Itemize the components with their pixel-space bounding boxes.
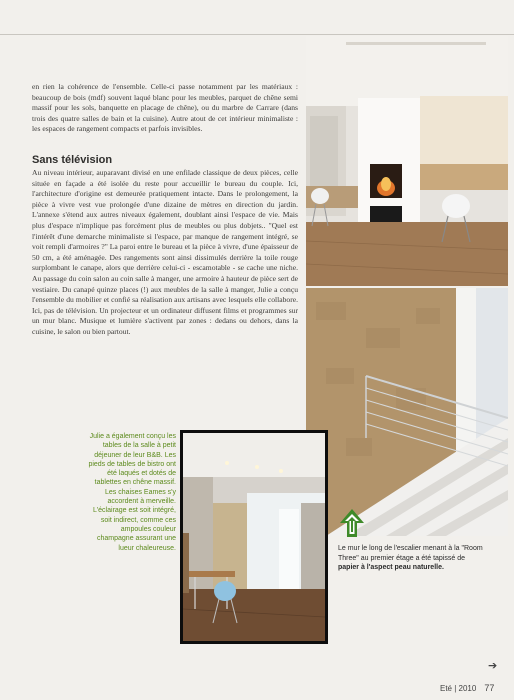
staircase-caption-text: Le mur le long de l'escalier menant à la "Room Three" au premier étage a été tapissé de [338, 545, 483, 562]
staircase-caption-emphasis: papier à l'aspect peau naturelle. [338, 564, 444, 572]
section-paragraph: Au niveau intérieur, auparavant divisé en une enfilade classique de deux pièces, celle située en façade a été isolée du reste pour accueillir le bureau du couple. Ici, l'architecture d'origine est demeurée pratiquement intacte. Dans le prolongement, la pièce à vivre vest vue prolongée d'une dizaine de mètres en direction du jardin. L'annexe s'étend aux autres niveaux également, doublant ainsi l'espace de vie. Mais plus d'espace n'implique pas forcément plus de meubles ou plus dobjets.. "Quel est l'intérêt d'une demarche minimaliste si l'espace, par manque de rangement intégré, se voit rempli d'armoires ?" La paroi entre le bureau et la pièce à vivre, d'une épaisseur de 50 cm, a été aménagée. Des rangements sont ainsi dissimulés derrière la toile rouge surplombant le canape, alors que derrière celui-ci - escamotable - se cache une niche. Au passage du coin salon au coin salle à manger, une armoire à hauteur de pièce sert de vestiaire. Du canapé quinze places (!) aux meubles de la salle à manger, Julie a conçu l'ensemble du mobilier et confié sa réalisation aux artisans avec lesquels elle collabore. Ici, pas de télévision. Un projecteur et un ordinateur diffusent films et programmes sur un mur blanc. Musique et lumière s'activent par zones : dedans ou dehors, dans la cuisine, le salon ou bien partout. [32, 168, 298, 336]
page-number: 77 [484, 683, 495, 693]
breakfast-room-caption: Julie a également conçu les tables de la salle à petit déjeuner de leur B&B. Les pieds de tables de bistro ont été laqués et dotés de tablettes en chêne massif. Les chaises Eames s'y accordent à merveille. L'éclairage est soit intégré, soit indirect, comme ces ampoules couleur champagne assurant une lueur chaleureuse. [88, 433, 176, 552]
staircase-caption [338, 544, 486, 573]
issue-season: Eté | 2010 [440, 684, 477, 693]
fireplace-living-room-photo [306, 36, 508, 286]
staircase-textured-wall-photo [306, 288, 508, 536]
right-arrow-icon: ➔ [488, 659, 498, 672]
top-divider [0, 34, 514, 35]
breakfast-room-photo [180, 430, 328, 644]
section-heading: Sans télévision [32, 154, 113, 166]
up-arrow-icon [339, 508, 365, 538]
intro-paragraph: en rien la cohérence de l'ensemble. Celle-ci passe notamment par les matériaux : beaucoup de bois (mdf) souvent laqué blanc pour les meubles, parquet de chêne semi massif pour les sols, banquette en placage de chêne), ou du marbre de Carrare (dans trois des quatre salles de bain et la cuisine). Autre atout de cet intérieur minimaliste : les espaces de rangement compacts et parfois invisibles. [32, 82, 298, 134]
page-footer [440, 683, 494, 693]
